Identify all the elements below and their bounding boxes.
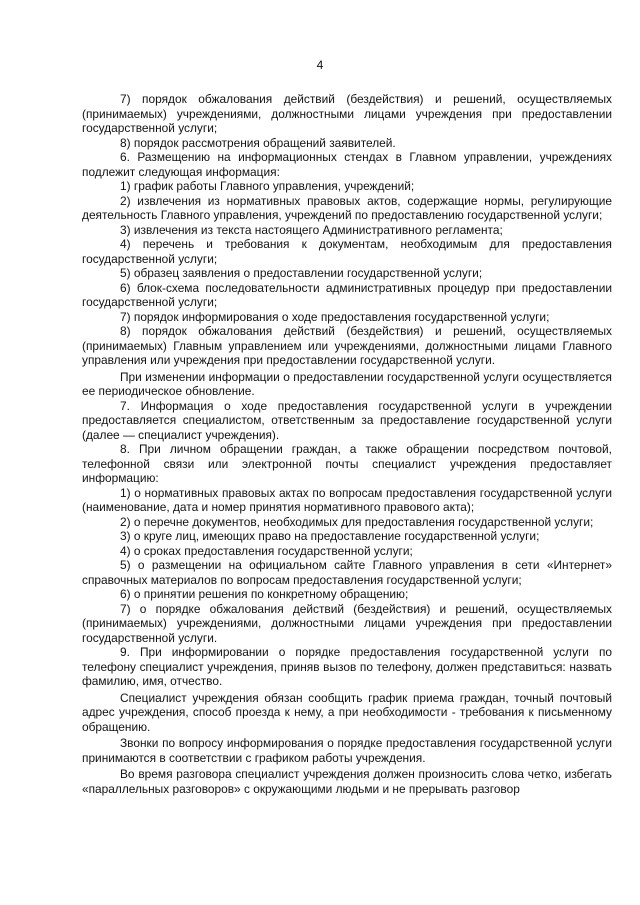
page-number: 4 (316, 58, 324, 72)
paragraph: Звонки по вопросу информирования о порядке предоставления государственной услуги принимаются в соответствии с графиком работы учреждения. (82, 736, 612, 765)
document-body (82, 92, 612, 796)
paragraph: 6) блок-схема последовательности административных процедур при предоставлении государственной услуги; (82, 280, 612, 309)
paragraph: 6) о принятии решения по конкретному обращению; (120, 587, 409, 601)
paragraph: 1) о нормативных правовых актах по вопросам предоставления государственной услуги (наименование, дата и номер принятия нормативного правового акта); (82, 485, 612, 514)
paragraph: 7) порядок обжалования действий (бездействия) и решений, осуществляемых (принимаемых) учреждениями, должностными лицами учреждения при предоставлении государственной услуги; (82, 92, 612, 135)
paragraph: 7. Информация о ходе предоставления государственной услуги в учреждении предоставляется специалистом, ответственным за предоставление государственной услуги (далее — специалист учреждения). (82, 398, 612, 442)
paragraph: Специалист учреждения обязан сообщить график приема граждан, точный почтовый адрес учреждения, способ проезда к нему, а при необходимости - требования к письменному обращению. (82, 690, 612, 734)
paragraph: 6. Размещению на информационных стендах в Главном управлении, учреждениях подлежит следующая информация: (82, 150, 612, 179)
paragraph: 8) порядок обжалования действий (бездействия) и решений, осуществляемых (принимаемых) Главным управлением или учреждениями, должностными лицами Главного управления или учреждения при предоставлении государственной услуги. (82, 324, 612, 367)
paragraph: 3) о круге лиц, имеющих право на предоставление государственной услуги; (120, 529, 540, 543)
paragraph: 8) порядок рассмотрения обращений заявителей. (120, 135, 396, 150)
paragraph: 2) о перечне документов, необходимых для предоставления государственной услуги; (120, 514, 594, 529)
paragraph: 1) график работы Главного управления, учреждений; (120, 179, 415, 193)
paragraph: 5) о размещении на официальном сайте Главного управления в сети «Интернет» справочных материалов по вопросам предоставления государственной услуги; (82, 558, 612, 587)
paragraph: 3) извлечения из текста настоящего Административного регламента; (120, 222, 503, 237)
paragraph: Во время разговора специалист учреждения должен произносить слова четко, избегать «параллельных разговоров» с окружающими людьми и не прерывать разговор (82, 767, 612, 796)
paragraph: 9. При информировании о порядке предоставления государственной услуги по телефону специалист учреждения, приняв вызов по телефону, должен представиться: назвать фамилию, имя, отчество. (82, 645, 612, 688)
paragraph: 4) о сроках предоставления государственной услуги; (120, 543, 413, 558)
paragraph: 4) перечень и требования к документам, необходимым для предоставления государственной услуги; (82, 237, 612, 266)
paragraph: 5) образец заявления о предоставлении государственной услуги; (120, 266, 483, 280)
paragraph: 8. При личном обращении граждан, а также обращении посредством почтовой, телефонной связи или электронной почты специалист учреждения предоставляет информацию: (82, 442, 612, 485)
paragraph: 7) о порядке обжалования действий (бездействия) и решений, осуществляемых (принимаемых) учреждениями, должностными лицами учреждения при предоставлении государственной услуги. (82, 601, 612, 645)
paragraph: 2) извлечения из нормативных правовых актов, содержащие нормы, регулирующие деятельность Главного управления, учреждений по предоставлению государственной услуги; (82, 193, 612, 222)
paragraph: При изменении информации о предоставлении государственной услуги осуществляется ее периодическое обновление. (82, 369, 612, 398)
paragraph: 7) порядок информирования о ходе предоставления государственной услуги; (120, 309, 550, 324)
